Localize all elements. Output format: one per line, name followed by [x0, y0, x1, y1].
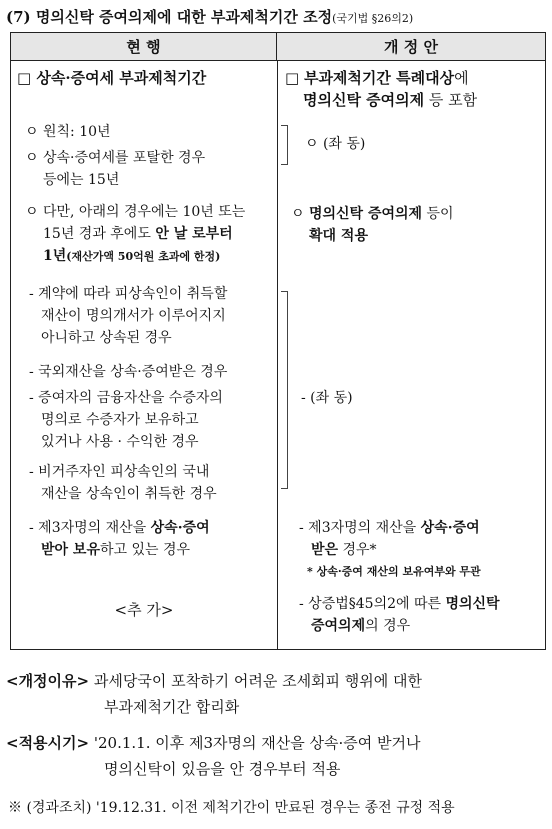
- amendment-same-general: ㅇ (좌 동): [305, 136, 366, 152]
- case-emphasis: 상속·증여: [150, 520, 210, 536]
- bracket-general: [281, 125, 288, 165]
- case-line: 아니하고 상속된 경우: [41, 330, 172, 346]
- case-emphasis: 받아 보유: [41, 542, 100, 558]
- amendment-heading-emphasis: 부과제척기간 특례대상: [303, 69, 455, 87]
- header-current: 현 행: [11, 33, 277, 61]
- amendment-heading-text: 에: [454, 69, 469, 87]
- amendment-new-emphasis: 증여의제: [311, 618, 366, 634]
- amendment-case-text: 경우*: [338, 542, 377, 558]
- document-title: [6, 6, 552, 27]
- amendment-heading-text: 등 포함: [424, 91, 478, 109]
- case-line: - 증여자의 금융자산을 수증자의: [29, 390, 223, 406]
- case-line: 있거나 사용 · 수익한 경우: [41, 434, 199, 450]
- reason-text: 과세당국이 포착하기 어려운 조세회피 행위에 대한: [93, 672, 423, 690]
- rule-exception-emphasis: 1년: [43, 248, 67, 264]
- case-line: - 국외재산을 상속·증여받은 경우: [29, 364, 228, 380]
- bracket-cases: [281, 291, 288, 489]
- timing-text: '20.1.1. 이후 제3자명의 재산을 상속·증여 받거나: [93, 734, 421, 752]
- amendment-item-text: 등이: [422, 206, 454, 222]
- rule-exception-line: ㅇ 다만, 아래의 경우에는 10년 또는: [25, 204, 246, 220]
- transition-note: ※ (경과조치) '19.12.31. 이전 제척기간이 만료된 경우는 종전 규정 적용: [8, 800, 455, 816]
- amendment-footnote: * 상속·증여 재산의 보유여부와 무관: [307, 565, 481, 578]
- amendment-case-emphasis: 상속·증여: [420, 520, 480, 536]
- title-law-reference: (국기법 §26의2): [332, 12, 414, 25]
- amendment-third-party: [299, 517, 545, 583]
- timing-label: <적용시기>: [6, 734, 90, 752]
- case-line: 재산을 상속인이 취득한 경우: [41, 486, 217, 502]
- case-line: 재산이 명의개서가 이루어지지: [41, 308, 226, 324]
- amendment-expanded: [291, 203, 543, 247]
- table-header-row: [11, 33, 545, 61]
- comparison-table: [10, 32, 546, 650]
- rule-exception-emphasis: 안 날 로부터: [155, 226, 233, 242]
- case-nonresident: [29, 461, 275, 505]
- case-line: 명의로 수증자가 보유하고: [41, 412, 199, 428]
- case-contract-inheritance: [29, 283, 275, 349]
- amendment-new-emphasis: 명의신탁: [445, 596, 500, 612]
- amendment-heading-emphasis: 명의신탁 증여의제: [303, 91, 425, 109]
- case-third-party: [29, 517, 275, 561]
- header-amendment: 개 정 안: [384, 38, 438, 56]
- timing-text: 명의신탁이 있음을 안 경우부터 적용: [104, 760, 341, 778]
- amendment-same-cases: - (좌 동): [301, 390, 353, 406]
- amendment-item-emphasis: 확대 적용: [309, 228, 368, 244]
- current-heading: □ 상속·증여세 부과제척기간: [17, 69, 207, 87]
- reason-label: <개정이유>: [6, 672, 90, 690]
- amendment-case-emphasis: 받은: [311, 542, 339, 558]
- added-marker: <추 가>: [114, 601, 174, 619]
- case-line: - 제3자명의 재산을: [29, 520, 151, 536]
- case-line: - 계약에 따라 피상속인이 취득할: [29, 286, 228, 302]
- case-line: 하고 있는 경우: [99, 542, 191, 558]
- case-financial-assets: [29, 387, 275, 453]
- amendment-item-emphasis: 명의신탁 증여의제: [308, 206, 423, 222]
- amendment-new-item: [299, 593, 545, 637]
- rule-principle-text: ㅇ 원칙: 10년: [25, 124, 111, 140]
- case-line: - 비거주자인 피상속인의 국내: [29, 464, 210, 480]
- case-foreign-assets: [29, 361, 275, 383]
- column-divider: [277, 61, 278, 649]
- amendment-case-text: - 제3자명의 재산을: [299, 520, 421, 536]
- amendment-heading-text: □: [285, 69, 304, 87]
- timing-section: [6, 730, 546, 782]
- amendment-new-text: - 상증법§45의2에 따른: [299, 596, 446, 612]
- reason-text: 부과제척기간 합리화: [104, 698, 240, 716]
- amendment-item-text: ㅇ: [291, 206, 309, 222]
- current-rule-evasion: [25, 147, 273, 191]
- current-rule-exception: [25, 201, 275, 268]
- amendment-new-text: 의 경우: [365, 618, 411, 634]
- rule-evasion-line: 등에는 15년: [43, 172, 120, 188]
- current-rule-principle: [25, 121, 273, 143]
- title-text: (7) 명의신탁 증여의제에 대한 부과제척기간 조정: [6, 8, 333, 26]
- rule-exception-text: 15년 경과 후에도: [43, 226, 156, 242]
- rule-exception-condition: (재산가액 50억원 초과에 한정): [66, 250, 221, 263]
- rule-evasion-line: ㅇ 상속·증여세를 포탈한 경우: [25, 150, 206, 166]
- amendment-heading: [285, 67, 543, 111]
- reason-section: [6, 668, 546, 720]
